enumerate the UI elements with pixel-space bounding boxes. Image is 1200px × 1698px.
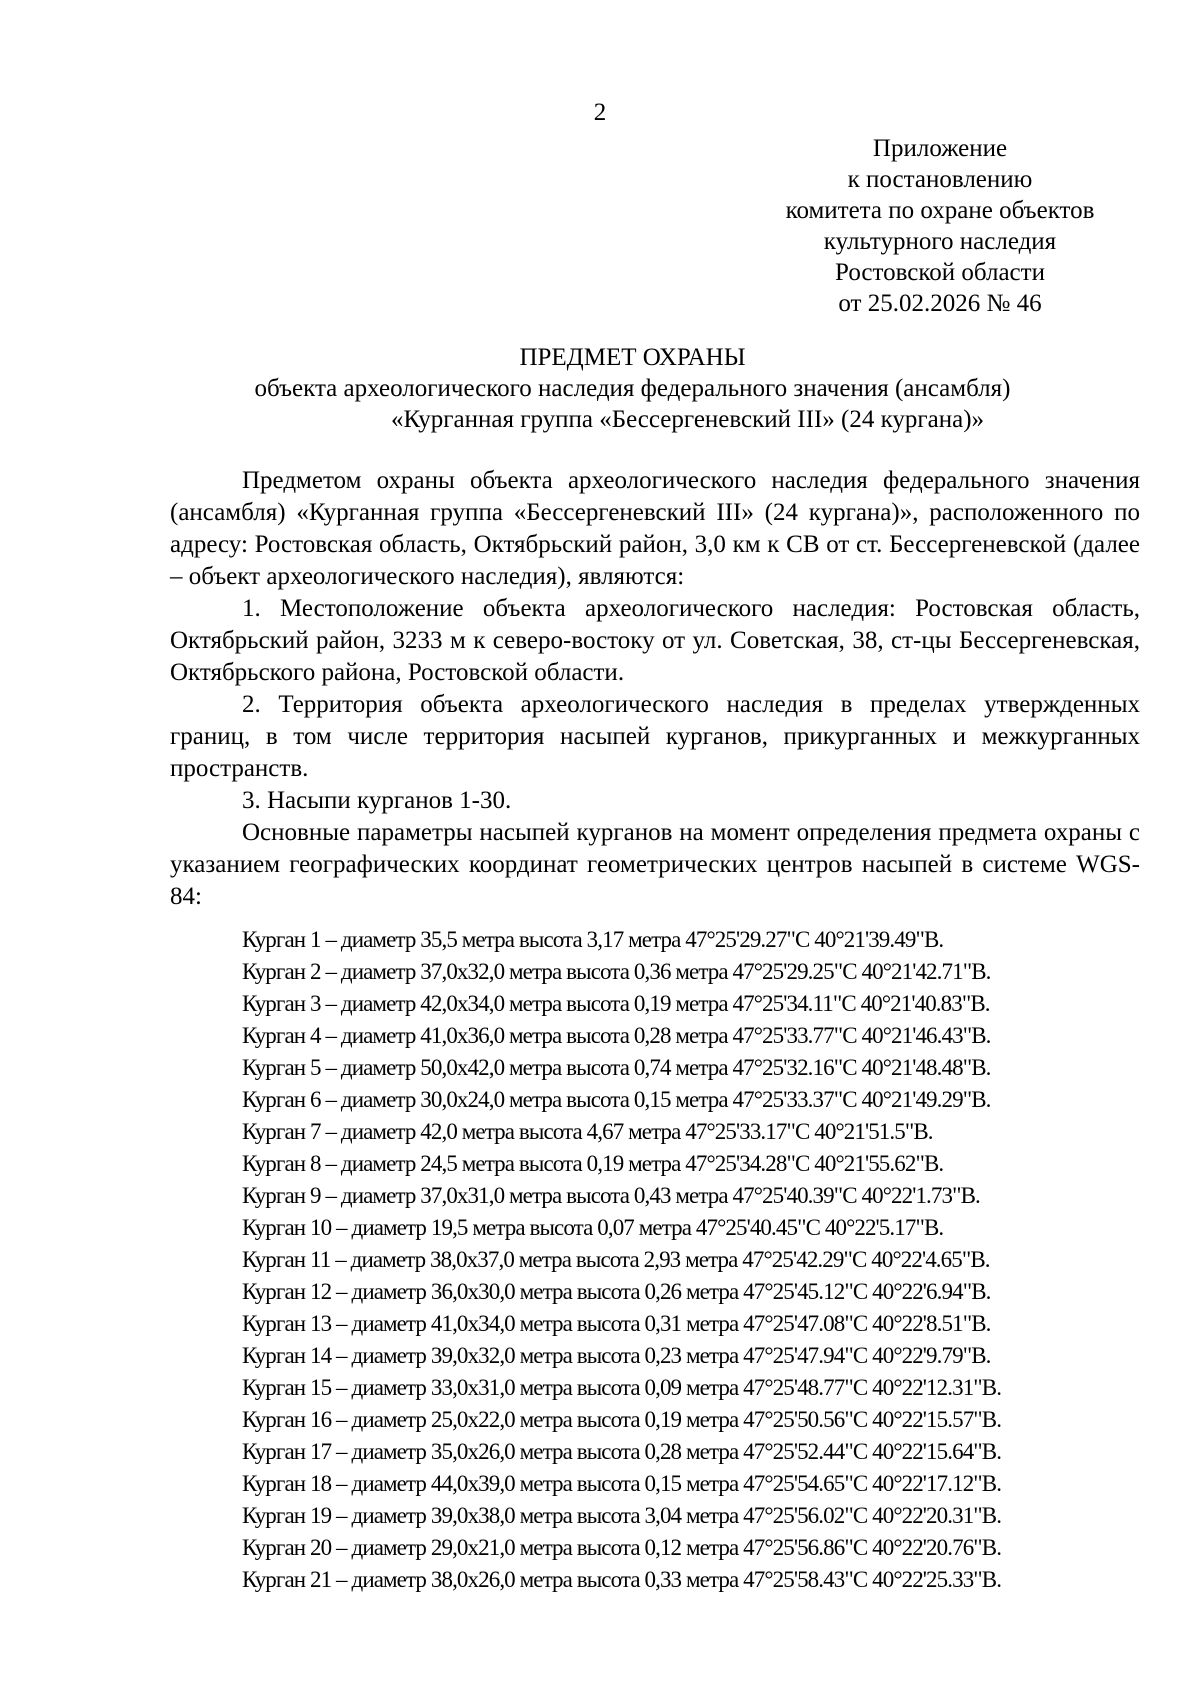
title-heading: ПРЕДМЕТ ОХРАНЫ xyxy=(519,344,746,371)
item-territory: 2. Территория объекта археологического наследия в пределах утвержденных границ, в том числе территория насыпей курганов, прикурганных и межкурганных пространств. xyxy=(170,691,1140,782)
list-item: Курган 17 – диаметр 35,0х26,0 метра высота 0,28 метра 47°25'52.44"С 40°22'15.64"В. xyxy=(242,1439,1002,1464)
title-object-name: «Курганная группа «Бессергеневский III» (24 кургана)» xyxy=(390,406,985,433)
page-number: 2 xyxy=(593,99,607,126)
appendix-line: Ростовской области xyxy=(835,259,1045,286)
item-location: 1. Местоположение объекта археологического наследия: Ростовская область, Октябрьский район, 3233 м к северо-востоку от ул. Советская, 38, ст-цы Бессергеневская, Октябрьского района, Ростовской области. xyxy=(170,595,1140,686)
appendix-line: комитета по охране объектов xyxy=(785,197,1095,224)
list-item: Курган 11 – диаметр 38,0х37,0 метра высота 2,93 метра 47°25'42.29"С 40°22'4.65"В. xyxy=(242,1247,990,1272)
mound-list xyxy=(242,924,1162,1596)
list-item: Курган 7 – диаметр 42,0 метра высота 4,67 метра 47°25'33.17"С 40°21'51.5"В. xyxy=(242,1119,933,1144)
list-item: Курган 3 – диаметр 42,0х34,0 метра высота 0,19 метра 47°25'34.11"С 40°21'40.83"В. xyxy=(242,991,990,1016)
document-body xyxy=(170,465,1140,913)
item-mounds: 3. Насыпи курганов 1-30. xyxy=(242,787,512,814)
list-item: Курган 13 – диаметр 41,0х34,0 метра высота 0,31 метра 47°25'47.08"С 40°22'8.51"В. xyxy=(242,1311,991,1336)
list-item: Курган 12 – диаметр 36,0х30,0 метра высота 0,26 метра 47°25'45.12"С 40°22'6.94"В. xyxy=(242,1279,991,1304)
list-item: Курган 8 – диаметр 24,5 метра высота 0,19 метра 47°25'34.28"С 40°21'55.62"В. xyxy=(242,1151,944,1176)
list-item: Курган 19 – диаметр 39,0х38,0 метра высота 3,04 метра 47°25'56.02"С 40°22'20.31"В. xyxy=(242,1503,1002,1528)
list-item: Курган 9 – диаметр 37,0х31,0 метра высота 0,43 метра 47°25'40.39"С 40°22'1.73"В. xyxy=(242,1183,980,1208)
list-item: Курган 18 – диаметр 44,0х39,0 метра высота 0,15 метра 47°25'54.65"С 40°22'17.12"В. xyxy=(242,1471,1002,1496)
list-item: Курган 4 – диаметр 41,0х36,0 метра высота 0,28 метра 47°25'33.77"С 40°21'46.43"В. xyxy=(242,1023,991,1048)
list-item: Курган 14 – диаметр 39,0х32,0 метра высота 0,23 метра 47°25'47.94"С 40°22'9.79"В. xyxy=(242,1343,991,1368)
list-item: Курган 16 – диаметр 25,0х22,0 метра высота 0,19 метра 47°25'50.56"С 40°22'15.57"В. xyxy=(242,1407,1002,1432)
list-item: Курган 6 – диаметр 30,0х24,0 метра высота 0,15 метра 47°25'33.37"С 40°21'49.29"В. xyxy=(242,1087,991,1112)
list-item: Курган 2 – диаметр 37,0х32,0 метра высота 0,36 метра 47°25'29.25"С 40°21'42.71"В. xyxy=(242,959,991,984)
title-subheading: объекта археологического наследия федерального значения (ансамбля) xyxy=(254,375,1011,402)
params-intro: Основные параметры насыпей курганов на момент определения предмета охраны с указанием географических координат геометрических центров насыпей в системе WGS-84: xyxy=(170,819,1140,910)
appendix-line: Приложение xyxy=(872,135,1008,162)
list-item: Курган 10 – диаметр 19,5 метра высота 0,07 метра 47°25'40.45"С 40°22'5.17"В. xyxy=(242,1215,944,1240)
list-item: Курган 20 – диаметр 29,0х21,0 метра высота 0,12 метра 47°25'56.86"С 40°22'20.76"В. xyxy=(242,1535,1002,1560)
appendix-line: от 25.02.2026 № 46 xyxy=(838,290,1042,317)
list-item: Курган 1 – диаметр 35,5 метра высота 3,17 метра 47°25'29.27"С 40°21'39.49"В. xyxy=(242,927,944,952)
appendix-line: к постановлению xyxy=(847,166,1033,193)
document-title xyxy=(170,342,1095,435)
appendix-header xyxy=(760,133,1120,319)
list-item: Курган 5 – диаметр 50,0х42,0 метра высота 0,74 метра 47°25'32.16"С 40°21'48.48"В. xyxy=(242,1055,991,1080)
appendix-line: культурного наследия xyxy=(823,228,1057,255)
intro-paragraph: Предметом охраны объекта археологического наследия федерального значения (ансамбля) «Курганная группа «Бессергеневский III» (24 кургана)», расположенного по адресу: Ростовская область, Октябрьский район, 3,0 км к СВ от ст. Бессергеневской (далее – объект археологического наследия), являются: xyxy=(170,467,1140,590)
list-item: Курган 21 – диаметр 38,0х26,0 метра высота 0,33 метра 47°25'58.43"С 40°22'25.33"В. xyxy=(242,1567,1002,1592)
list-item: Курган 15 – диаметр 33,0х31,0 метра высота 0,09 метра 47°25'48.77"С 40°22'12.31"В. xyxy=(242,1375,1002,1400)
